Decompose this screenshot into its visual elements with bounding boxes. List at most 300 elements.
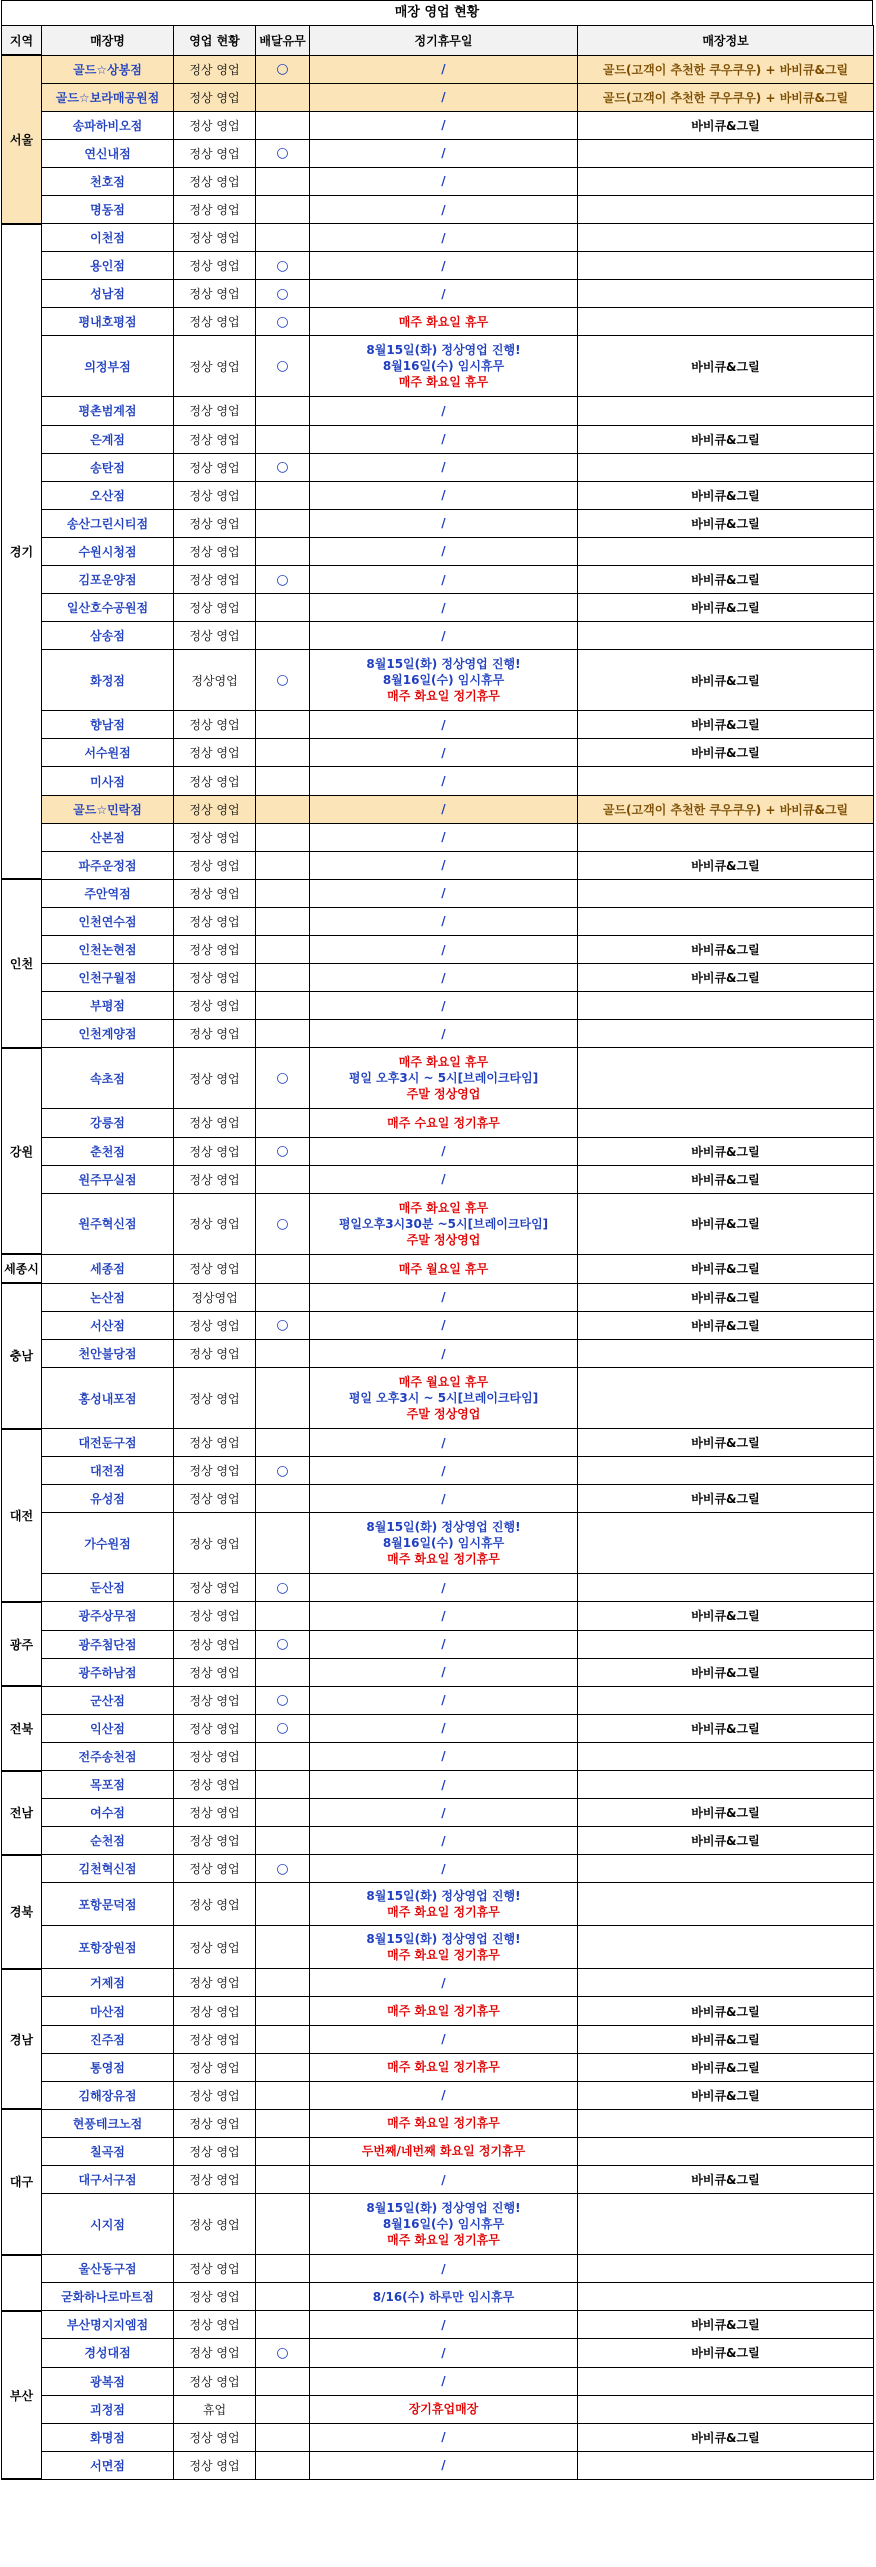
holiday-cell <box>310 1602 578 1630</box>
holiday-cell <box>310 2451 578 2479</box>
operating-status: 정상 영업 <box>174 1827 256 1855</box>
store-info: 바비큐&그릴 <box>578 851 874 879</box>
table-row <box>2 1283 874 1311</box>
holiday-cell <box>310 2423 578 2451</box>
operating-status: 정상 영업 <box>174 907 256 935</box>
operating-status: 정상 영업 <box>174 2311 256 2339</box>
operating-status: 정상 영업 <box>174 252 256 280</box>
store-info: 골드(고객이 추천한 쿠우쿠우) + 바비큐&그릴 <box>578 83 874 111</box>
holiday-line: / <box>441 146 446 161</box>
delivery-mark <box>256 964 310 992</box>
table-row <box>2 2053 874 2081</box>
store-info <box>578 453 874 481</box>
delivery-mark <box>256 2395 310 2423</box>
store-info: 바비큐&그릴 <box>578 739 874 767</box>
operating-status: 정상 영업 <box>174 1926 256 1969</box>
holiday-line: / <box>441 432 446 447</box>
table-row <box>2 195 874 223</box>
store-info <box>578 1630 874 1658</box>
table-row <box>2 1742 874 1770</box>
table-row <box>2 2194 874 2255</box>
holiday-cell <box>310 767 578 795</box>
holiday-line: / <box>441 1721 446 1736</box>
store-info <box>578 1020 874 1048</box>
holiday-line: / <box>441 62 446 77</box>
store-info <box>578 224 874 252</box>
holiday-line: 8월16일(수) 임시휴무 <box>382 2217 505 2232</box>
operating-status: 정상 영업 <box>174 1254 256 1283</box>
table-row <box>2 537 874 565</box>
store-name: 광주상무점 <box>42 1602 174 1630</box>
holiday-line: / <box>441 572 446 587</box>
delivery-mark: ○ <box>256 252 310 280</box>
store-name: 대전둔구점 <box>42 1429 174 1457</box>
store-name: 시지점 <box>42 2194 174 2255</box>
holiday-line: 매주 화요일 정기휴무 <box>387 2004 500 2019</box>
delivery-mark <box>256 1771 310 1799</box>
table-row <box>2 1193 874 1254</box>
store-name: 일산호수공원점 <box>42 594 174 622</box>
table-row <box>2 1165 874 1193</box>
store-info <box>578 195 874 223</box>
holiday-cell <box>310 1827 578 1855</box>
holiday-line: / <box>441 1861 446 1876</box>
delivery-mark <box>256 594 310 622</box>
holiday-line: / <box>441 745 446 760</box>
holiday-cell <box>310 650 578 711</box>
store-info: 바비큐&그릴 <box>578 1283 874 1311</box>
holiday-line: / <box>441 1637 446 1652</box>
holiday-cell <box>310 509 578 537</box>
store-info <box>578 1339 874 1367</box>
operating-status: 정상 영업 <box>174 2423 256 2451</box>
store-info: 바비큐&그릴 <box>578 594 874 622</box>
region-cell: 광주 <box>2 1602 42 1686</box>
store-info: 바비큐&그릴 <box>578 2081 874 2109</box>
table-row <box>2 1926 874 1969</box>
holiday-cell <box>310 397 578 425</box>
holiday-line: / <box>441 1318 446 1333</box>
table-row <box>2 252 874 280</box>
store-name: 광복점 <box>42 2367 174 2395</box>
delivery-mark <box>256 992 310 1020</box>
holiday-line: 8월16일(수) 임시휴무 <box>382 1536 505 1551</box>
holiday-cell <box>310 2025 578 2053</box>
store-info <box>578 2194 874 2255</box>
store-name: 진주점 <box>42 2025 174 2053</box>
header-region: 지역 <box>2 26 42 56</box>
delivery-mark: ○ <box>256 1686 310 1714</box>
store-name: 김천혁신점 <box>42 1855 174 1883</box>
holiday-line: / <box>441 2261 446 2276</box>
holiday-line: 매주 화요일 정기휴무 <box>387 1905 500 1920</box>
operating-status: 정상 영업 <box>174 964 256 992</box>
delivery-mark <box>256 823 310 851</box>
holiday-cell <box>310 1855 578 1883</box>
delivery-mark <box>256 1485 310 1513</box>
store-name: 골드☆보라매공원점 <box>42 83 174 111</box>
operating-status: 정상 영업 <box>174 139 256 167</box>
holiday-cell <box>310 1193 578 1254</box>
holiday-line: / <box>441 942 446 957</box>
table-row <box>2 1485 874 1513</box>
delivery-mark: ○ <box>256 650 310 711</box>
table-row <box>2 739 874 767</box>
delivery-mark <box>256 907 310 935</box>
holiday-cell <box>310 1485 578 1513</box>
holiday-cell <box>310 308 578 336</box>
operating-status: 정상 영업 <box>174 1799 256 1827</box>
store-info <box>578 1969 874 1997</box>
store-name: 익산점 <box>42 1714 174 1742</box>
store-info <box>578 2109 874 2137</box>
store-name: 화정점 <box>42 650 174 711</box>
store-info: 바비큐&그릴 <box>578 509 874 537</box>
store-name: 송탄점 <box>42 453 174 481</box>
store-info <box>578 1771 874 1799</box>
operating-status: 정상 영업 <box>174 481 256 509</box>
holiday-cell <box>310 2166 578 2194</box>
table-row <box>2 1602 874 1630</box>
store-name: 주안역점 <box>42 879 174 907</box>
operating-status: 정상 영업 <box>174 509 256 537</box>
store-info: 바비큐&그릴 <box>578 711 874 739</box>
delivery-mark <box>256 2053 310 2081</box>
table-row <box>2 711 874 739</box>
holiday-line: / <box>441 886 446 901</box>
store-info: 바비큐&그릴 <box>578 425 874 453</box>
holiday-line: 매주 화요일 휴무 <box>398 1200 489 1215</box>
holiday-line: 주말 정상영업 <box>406 1407 481 1422</box>
delivery-mark: ○ <box>256 1457 310 1485</box>
delivery-mark <box>256 509 310 537</box>
operating-status: 정상 영업 <box>174 336 256 397</box>
store-name: 논산점 <box>42 1283 174 1311</box>
table-row <box>2 1883 874 1926</box>
holiday-line: / <box>441 1665 446 1680</box>
store-name: 현풍테크노점 <box>42 2109 174 2137</box>
region-cell: 충남 <box>2 1283 42 1428</box>
operating-status: 정상 영업 <box>174 1513 256 1574</box>
holiday-line: / <box>441 2317 446 2332</box>
holiday-line: 매주 수요일 정기휴무 <box>387 1115 500 1130</box>
delivery-mark <box>256 1254 310 1283</box>
holiday-line: / <box>441 717 446 732</box>
store-name: 화명점 <box>42 2423 174 2451</box>
holiday-line: / <box>441 516 446 531</box>
table-row <box>2 280 874 308</box>
table-row <box>2 1855 874 1883</box>
holiday-line: 장기휴업매장 <box>408 2402 479 2417</box>
store-name: 가수원점 <box>42 1513 174 1574</box>
operating-status: 정상 영업 <box>174 739 256 767</box>
table-row <box>2 1686 874 1714</box>
holiday-cell <box>310 2109 578 2137</box>
store-name: 괴정점 <box>42 2395 174 2423</box>
store-info: 바비큐&그릴 <box>578 1827 874 1855</box>
holiday-cell <box>310 336 578 397</box>
holiday-cell <box>310 1742 578 1770</box>
delivery-mark <box>256 2137 310 2165</box>
delivery-mark: ○ <box>256 1137 310 1165</box>
holiday-cell <box>310 83 578 111</box>
store-info: 골드(고객이 추천한 쿠우쿠우) + 바비큐&그릴 <box>578 55 874 83</box>
table-row <box>2 139 874 167</box>
delivery-mark: ○ <box>256 566 310 594</box>
holiday-line: 매주 화요일 정기휴무 <box>387 2233 500 2248</box>
table-row <box>2 2311 874 2339</box>
operating-status: 정상 영업 <box>174 308 256 336</box>
store-info: 바비큐&그릴 <box>578 2025 874 2053</box>
holiday-line: / <box>441 174 446 189</box>
operating-status: 정상 영업 <box>174 1630 256 1658</box>
store-name: 원주무실점 <box>42 1165 174 1193</box>
store-info <box>578 1926 874 1969</box>
table-row <box>2 1020 874 1048</box>
holiday-cell <box>310 195 578 223</box>
holiday-cell <box>310 964 578 992</box>
header-store-name: 매장명 <box>42 26 174 56</box>
holiday-cell <box>310 907 578 935</box>
operating-status: 정상 영업 <box>174 1137 256 1165</box>
delivery-mark: ○ <box>256 1714 310 1742</box>
operating-status: 정상 영업 <box>174 1368 256 1429</box>
store-info: 바비큐&그릴 <box>578 2339 874 2367</box>
holiday-line: / <box>441 258 446 273</box>
table-row <box>2 1311 874 1339</box>
holiday-cell <box>310 453 578 481</box>
operating-status: 정상 영업 <box>174 195 256 223</box>
store-name: 포항문덕점 <box>42 1883 174 1926</box>
table-row <box>2 1368 874 1429</box>
store-info: 바비큐&그릴 <box>578 111 874 139</box>
operating-status: 정상 영업 <box>174 823 256 851</box>
delivery-mark <box>256 1109 310 1137</box>
delivery-mark <box>256 397 310 425</box>
store-info: 바비큐&그릴 <box>578 1658 874 1686</box>
store-name: 연신내점 <box>42 139 174 167</box>
operating-status: 정상 영업 <box>174 1165 256 1193</box>
holiday-line: / <box>441 1833 446 1848</box>
store-name: 이천점 <box>42 224 174 252</box>
delivery-mark <box>256 425 310 453</box>
store-name: 울산동구점 <box>42 2255 174 2283</box>
operating-status: 정상 영업 <box>174 2053 256 2081</box>
store-info: 바비큐&그릴 <box>578 1137 874 1165</box>
store-name: 광주첨단점 <box>42 1630 174 1658</box>
holiday-line: / <box>441 1608 446 1623</box>
delivery-mark <box>256 622 310 650</box>
store-name: 김포운양점 <box>42 566 174 594</box>
store-info <box>578 2367 874 2395</box>
holiday-cell <box>310 1799 578 1827</box>
delivery-mark: ○ <box>256 1855 310 1883</box>
table-row <box>2 795 874 823</box>
header-holiday: 정기휴무일 <box>310 26 578 56</box>
store-name: 오산점 <box>42 481 174 509</box>
store-info: 바비큐&그릴 <box>578 1193 874 1254</box>
holiday-line: / <box>441 202 446 217</box>
holiday-line: / <box>441 230 446 245</box>
table-row <box>2 1574 874 1602</box>
delivery-mark <box>256 2025 310 2053</box>
operating-status: 정상 영업 <box>174 594 256 622</box>
store-name: 의정부점 <box>42 336 174 397</box>
table-row <box>2 2395 874 2423</box>
holiday-cell <box>310 2367 578 2395</box>
holiday-line: 매주 화요일 정기휴무 <box>387 2116 500 2131</box>
store-name: 포항장원점 <box>42 1926 174 1969</box>
store-name: 삼송점 <box>42 622 174 650</box>
table-row <box>2 1109 874 1137</box>
table-row <box>2 308 874 336</box>
holiday-line: / <box>441 1805 446 1820</box>
store-name: 마산점 <box>42 1997 174 2025</box>
delivery-mark: ○ <box>256 1574 310 1602</box>
delivery-mark <box>256 1827 310 1855</box>
operating-status: 정상 영업 <box>174 1969 256 1997</box>
holiday-line: 8월15일(화) 정상영업 진행! <box>366 1520 521 1535</box>
table-row <box>2 55 874 83</box>
table-row <box>2 2137 874 2165</box>
operating-status: 정상 영업 <box>174 879 256 907</box>
table-row <box>2 1799 874 1827</box>
holiday-line: 8월15일(화) 정상영업 진행! <box>366 343 521 358</box>
holiday-cell <box>310 1368 578 1429</box>
operating-status: 정상 영업 <box>174 1109 256 1137</box>
store-info <box>578 2395 874 2423</box>
holiday-line: 8월16일(수) 임시휴무 <box>382 673 505 688</box>
holiday-cell <box>310 224 578 252</box>
delivery-mark <box>256 1339 310 1367</box>
delivery-mark: ○ <box>256 1048 310 1109</box>
region-cell: 경북 <box>2 1855 42 1969</box>
store-name: 향남점 <box>42 711 174 739</box>
store-name: 대전점 <box>42 1457 174 1485</box>
holiday-line: / <box>441 2345 446 2360</box>
holiday-cell <box>310 1883 578 1926</box>
store-name: 명동점 <box>42 195 174 223</box>
table-row <box>2 594 874 622</box>
holiday-cell <box>310 537 578 565</box>
holiday-line: / <box>441 403 446 418</box>
holiday-line: 평일오후3시30분 ~5시[브레이크타임] <box>338 1216 549 1231</box>
table-row <box>2 1997 874 2025</box>
table-row <box>2 992 874 1020</box>
table-row <box>2 1429 874 1457</box>
store-info <box>578 2137 874 2165</box>
table-row <box>2 566 874 594</box>
store-name: 인천논현점 <box>42 936 174 964</box>
table-row <box>2 397 874 425</box>
operating-status: 정상 영업 <box>174 711 256 739</box>
store-info <box>578 1048 874 1109</box>
store-info: 바비큐&그릴 <box>578 936 874 964</box>
delivery-mark: ○ <box>256 139 310 167</box>
table-row <box>2 2451 874 2479</box>
table-row <box>2 83 874 111</box>
store-info <box>578 308 874 336</box>
delivery-mark <box>256 1513 310 1574</box>
store-name: 천안불당점 <box>42 1339 174 1367</box>
operating-status: 정상 영업 <box>174 2137 256 2165</box>
table-row <box>2 964 874 992</box>
operating-status: 정상 영업 <box>174 280 256 308</box>
delivery-mark <box>256 1799 310 1827</box>
table-row <box>2 823 874 851</box>
operating-status: 휴업 <box>174 2395 256 2423</box>
store-info <box>578 1574 874 1602</box>
delivery-mark <box>256 1020 310 1048</box>
holiday-line: / <box>441 2032 446 2047</box>
store-info: 바비큐&그릴 <box>578 566 874 594</box>
holiday-line: / <box>441 1777 446 1792</box>
store-info <box>578 1513 874 1574</box>
delivery-mark <box>256 1283 310 1311</box>
store-name: 홍성내포점 <box>42 1368 174 1429</box>
delivery-mark: ○ <box>256 280 310 308</box>
operating-status: 정상 영업 <box>174 55 256 83</box>
delivery-mark <box>256 879 310 907</box>
region-cell: 대구 <box>2 2109 42 2254</box>
holiday-cell <box>310 739 578 767</box>
holiday-line: / <box>441 286 446 301</box>
holiday-line: / <box>441 1290 446 1305</box>
operating-status: 정상 영업 <box>174 1855 256 1883</box>
holiday-line: 두번째/네번째 화요일 정기휴무 <box>361 2144 526 2159</box>
store-name: 김해장유점 <box>42 2081 174 2109</box>
store-info: 바비큐&그릴 <box>578 1254 874 1283</box>
holiday-line: / <box>441 118 446 133</box>
holiday-cell <box>310 252 578 280</box>
holiday-line: / <box>441 1172 446 1187</box>
holiday-cell <box>310 936 578 964</box>
holiday-cell <box>310 2339 578 2367</box>
holiday-line: 평일 오후3시 ~ 5시[브레이크타임] <box>348 1391 539 1406</box>
delivery-mark: ○ <box>256 55 310 83</box>
store-name: 전주송천점 <box>42 1742 174 1770</box>
holiday-line: 8월15일(화) 정상영업 진행! <box>366 1932 521 1947</box>
store-info <box>578 1686 874 1714</box>
holiday-cell <box>310 851 578 879</box>
operating-status: 정상 영업 <box>174 83 256 111</box>
holiday-line: / <box>441 858 446 873</box>
table-row <box>2 425 874 453</box>
holiday-cell <box>310 1109 578 1137</box>
holiday-cell <box>310 2194 578 2255</box>
delivery-mark: ○ <box>256 336 310 397</box>
operating-status: 정상 영업 <box>174 397 256 425</box>
holiday-cell <box>310 167 578 195</box>
holiday-line: / <box>441 1693 446 1708</box>
table-row <box>2 2423 874 2451</box>
region-cell: 경남 <box>2 1969 42 2109</box>
table-row <box>2 509 874 537</box>
holiday-line: / <box>441 2172 446 2187</box>
delivery-mark <box>256 2194 310 2255</box>
region-cell: 인천 <box>2 879 42 1048</box>
delivery-mark <box>256 1997 310 2025</box>
holiday-cell <box>310 139 578 167</box>
operating-status: 정상 영업 <box>174 1339 256 1367</box>
operating-status: 정상 영업 <box>174 795 256 823</box>
holiday-line: / <box>441 460 446 475</box>
delivery-mark <box>256 2255 310 2283</box>
delivery-mark <box>256 1658 310 1686</box>
operating-status: 정상 영업 <box>174 1658 256 1686</box>
operating-status: 정상 영업 <box>174 1020 256 1048</box>
table-row <box>2 2339 874 2367</box>
